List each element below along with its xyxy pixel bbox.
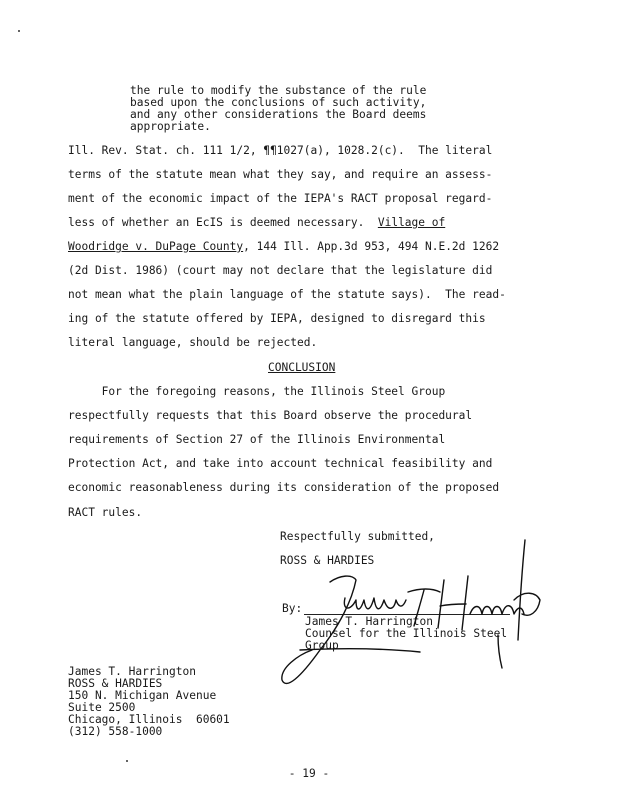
closing-text: Respectfully submitted, <box>280 530 435 543</box>
body-text: less of whether an EcIS is deemed necessary. <box>68 216 365 229</box>
body-line: Protection Act, and take into account technical feasibility and <box>68 457 493 470</box>
address-line: Suite 2500 <box>68 701 136 714</box>
body-line: literal language, should be rejected. <box>68 336 318 349</box>
signer-title: Group <box>305 639 339 652</box>
address-line: James T. Harrington <box>68 665 196 678</box>
body-line: (2d Dist. 1986) (court may not declare that the legislature did <box>68 264 493 277</box>
scan-speck <box>126 760 128 762</box>
address-line: 150 N. Michigan Avenue <box>68 689 217 702</box>
quote-line: appropriate. <box>130 120 211 133</box>
signer-name: James T. Harrington <box>305 615 433 628</box>
by-label: By: <box>282 602 303 615</box>
quote-line: the rule to modify the substance of the rule <box>130 84 427 97</box>
case-name: Woodridge v. DuPage County <box>68 240 244 253</box>
quote-line: based upon the conclusions of such activity, <box>130 96 427 109</box>
case-name: Village of <box>377 216 446 229</box>
body-line: ment of the economic impact of the IEPA's RACT proposal regard- <box>68 192 493 205</box>
address-line: Chicago, Illinois 60601 <box>68 713 230 726</box>
body-line: ing of the statute offered by IEPA, designed to disregard this <box>68 312 486 325</box>
firm-name: ROSS & HARDIES <box>280 554 375 567</box>
scan-speck <box>18 30 20 32</box>
page-number: - 19 - <box>288 767 330 780</box>
signer-title: Counsel for the Illinois Steel <box>305 627 508 640</box>
body-line: Ill. Rev. Stat. ch. 111 1/2, ¶¶1027(a), 1028.2(c). The literal <box>68 144 493 157</box>
body-line: economic reasonableness during its consideration of the proposed <box>68 481 500 494</box>
body-line: terms of the statute mean what they say, and require an assess- <box>68 168 493 181</box>
address-line: ROSS & HARDIES <box>68 677 163 690</box>
body-line: RACT rules. <box>68 506 143 519</box>
body-line: requirements of Section 27 of the Illinois Environmental <box>68 433 446 446</box>
body-line: not mean what the plain language of the statute says). The read- <box>68 288 506 301</box>
body-line: respectfully requests that this Board observe the procedural <box>68 409 473 422</box>
address-line: (312) 558-1000 <box>68 725 163 738</box>
case-citation: , 144 Ill. App.3d 953, 494 N.E.2d 1262 <box>243 240 500 253</box>
body-text: For the foregoing reasons, the Illinois Steel Group <box>68 385 446 398</box>
quote-line: and any other considerations the Board deems <box>130 108 427 121</box>
section-heading: CONCLUSION <box>268 361 336 374</box>
